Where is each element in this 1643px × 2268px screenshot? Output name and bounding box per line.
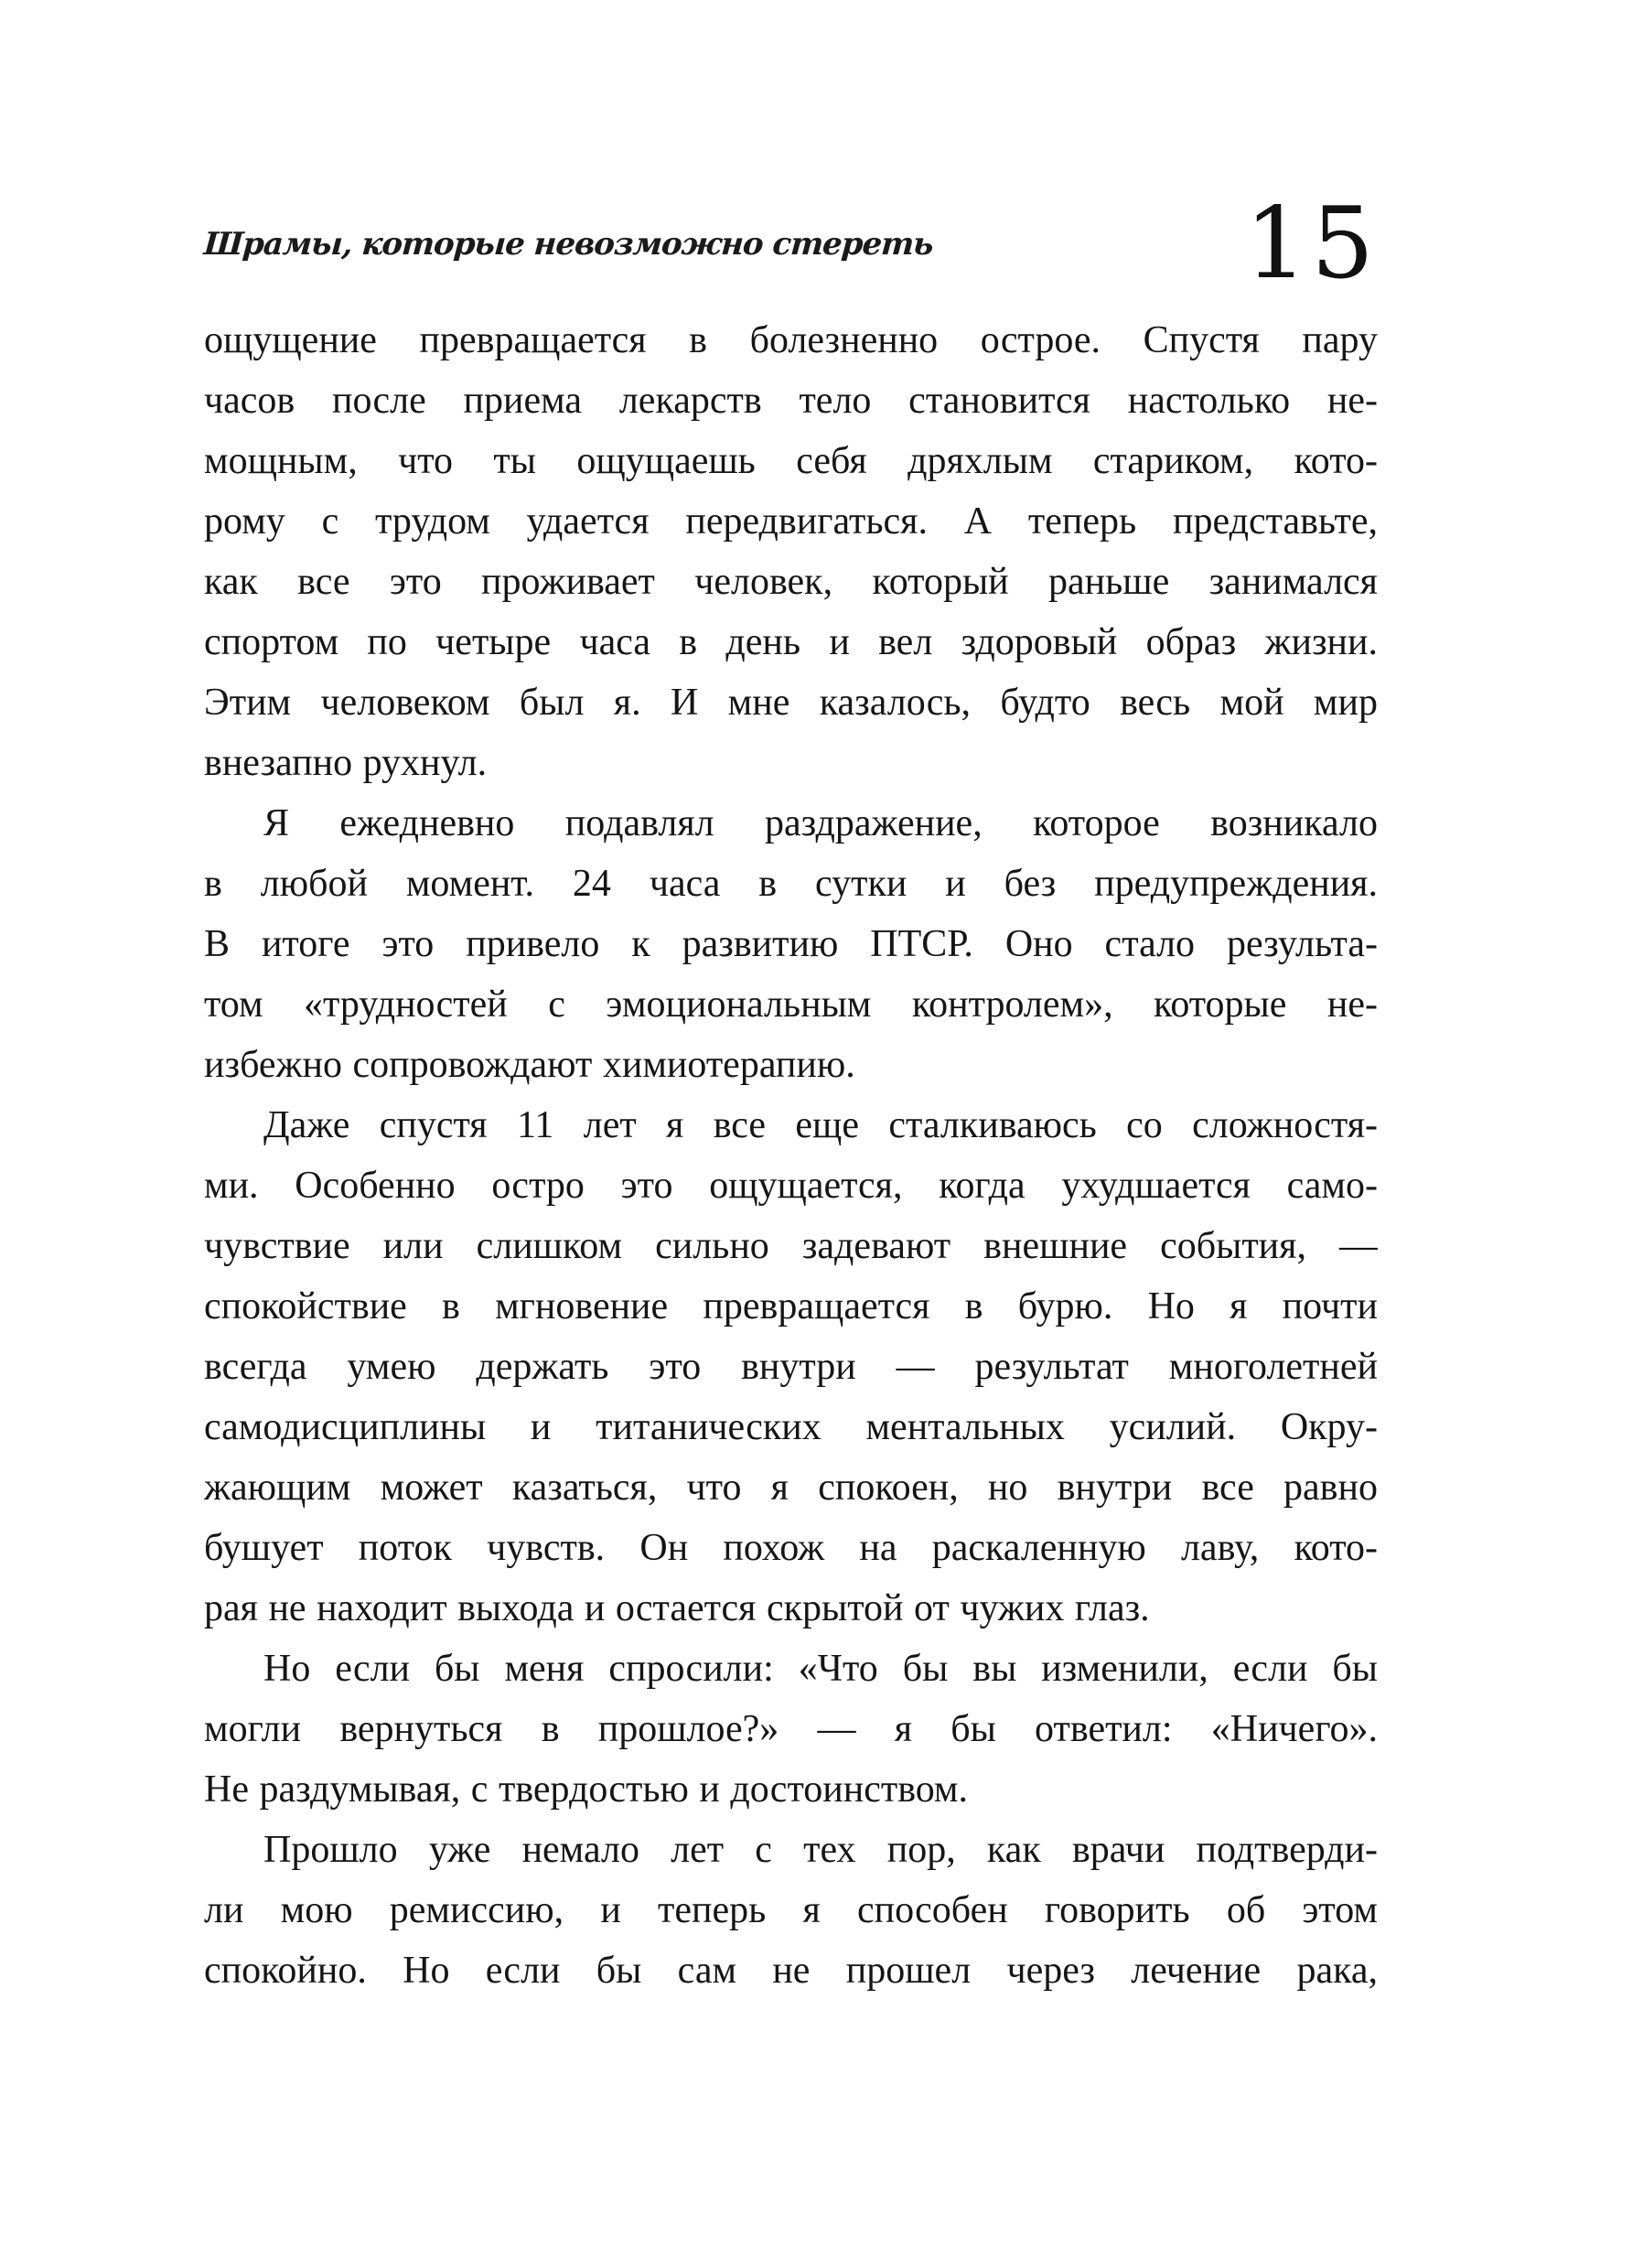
- text-line: спокойно. Но если бы сам не прошел через лечение рака,: [204, 1950, 1378, 1992]
- text-line: рая не находит выхода и остается скрытой от чужих глаз.: [204, 1587, 1150, 1629]
- text-line: Не раздумывая, с твердостью и достоинством.: [204, 1768, 969, 1811]
- text-line: Но если бы меня спросили: «Что бы вы изменили, если бы: [263, 1648, 1378, 1690]
- text-line: часов после приема лекарств тело становится настолько не-: [204, 380, 1378, 422]
- text-line: чувствие или слишком сильно задевают внешние события, —: [204, 1225, 1378, 1267]
- text-line: Этим человеком был я. И мне казалось, будто весь мой мир: [204, 682, 1378, 724]
- text-line: спокойствие в мгновение превращается в бурю. Но я почти: [204, 1285, 1378, 1327]
- text-line: внезапно рухнул.: [204, 742, 488, 784]
- text-line: избежно сопровождают химиотерапию.: [204, 1044, 855, 1086]
- running-title: Шрамы, которые невозможно стереть: [202, 226, 935, 263]
- text-line: бушует поток чувств. Он похож на раскаленную лаву, кото-: [204, 1527, 1378, 1569]
- text-line: самодисциплины и титанических ментальных усилий. Окру-: [204, 1406, 1378, 1448]
- text-line: Я ежедневно подавлял раздражение, которое возникало: [263, 802, 1378, 844]
- text-line: всегда умею держать это внутри — результат многолетней: [204, 1346, 1378, 1388]
- text-line: ми. Особенно остро это ощущается, когда ухудшается само-: [204, 1165, 1378, 1207]
- text-line: ли мою ремиссию, и теперь я способен говорить об этом: [204, 1889, 1378, 1931]
- text-line: жающим может казаться, что я спокоен, но внутри все равно: [204, 1467, 1378, 1509]
- text-line: Даже спустя 11 лет я все еще сталкиваюсь со сложностя-: [263, 1104, 1378, 1146]
- text-line: Прошло уже немало лет с тех пор, как врачи подтверди-: [263, 1829, 1378, 1871]
- text-line: мощным, что ты ощущаешь себя дряхлым стариком, кото-: [204, 440, 1378, 482]
- page-number: 15: [1244, 187, 1378, 301]
- text-line: как все это проживает человек, который раньше занимался: [204, 561, 1378, 603]
- text-line: ощущение превращается в болезненно острое. Спустя пару: [204, 319, 1378, 361]
- text-line: в любой момент. 24 часа в сутки и без предупреждения.: [204, 863, 1378, 905]
- text-line: В итоге это привело к развитию ПТСР. Оно стало результа-: [204, 923, 1378, 965]
- text-line: том «трудностей с эмоциональным контролем», которые не-: [204, 984, 1378, 1026]
- running-head: [202, 187, 1378, 301]
- text-line: спортом по четыре часа в день и вел здоровый образ жизни.: [204, 621, 1378, 663]
- text-line: рому с трудом удается передвигаться. А теперь представьте,: [204, 500, 1378, 543]
- body-text: [204, 310, 1378, 2001]
- text-line: могли вернуться в прошлое?» — я бы ответил: «Ничего».: [204, 1708, 1378, 1750]
